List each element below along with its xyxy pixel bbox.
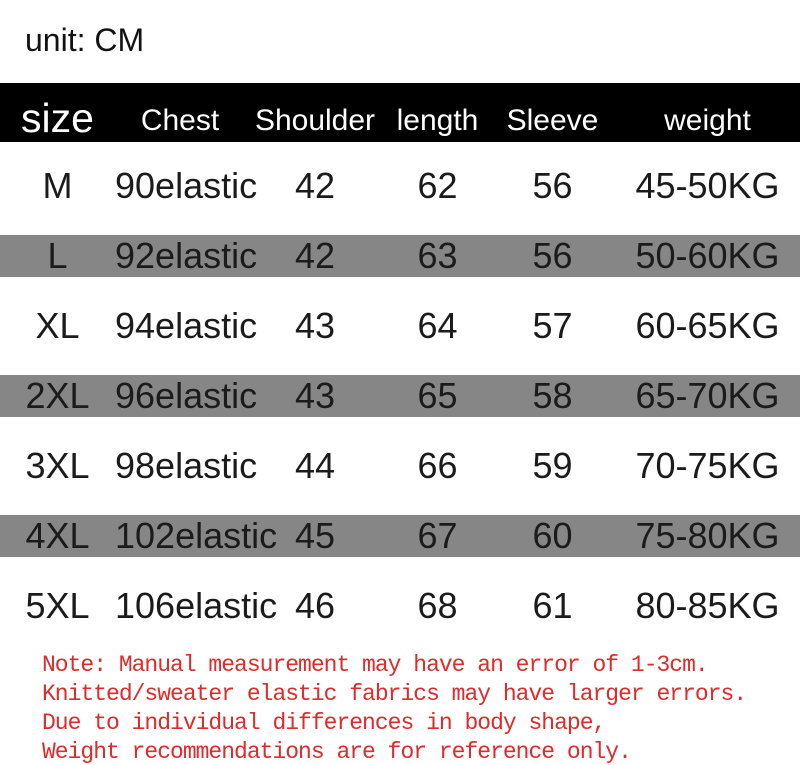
table-header-row bbox=[0, 83, 800, 142]
cell-weight: 70-75KG bbox=[635, 445, 780, 486]
table-row-L bbox=[0, 221, 800, 291]
column-header-length: length bbox=[396, 104, 479, 137]
cell-sleeve: 59 bbox=[532, 445, 573, 486]
cell-length: 67 bbox=[417, 515, 458, 556]
cell-sleeve: 58 bbox=[532, 375, 573, 416]
cell-chest: 98elastic bbox=[115, 445, 258, 486]
cell-chest: 92elastic bbox=[115, 235, 258, 276]
cell-chest: 96elastic bbox=[115, 375, 258, 416]
cell-size: XL bbox=[35, 305, 80, 346]
cell-shoulder: 43 bbox=[294, 305, 336, 346]
note-text bbox=[42, 651, 746, 765]
cell-weight: 60-65KG bbox=[635, 305, 780, 346]
column-header-sleeve: Sleeve bbox=[506, 104, 599, 137]
cell-length: 62 bbox=[417, 165, 458, 206]
cell-sleeve: 60 bbox=[532, 515, 573, 556]
table-row-5XL bbox=[0, 571, 800, 641]
cell-chest: 106elastic bbox=[115, 585, 278, 626]
cell-weight: 50-60KG bbox=[635, 235, 780, 276]
cell-sleeve: 56 bbox=[532, 235, 573, 276]
cell-chest: 102elastic bbox=[115, 515, 278, 556]
note-line: Weight recommendations are for reference only. bbox=[42, 739, 631, 765]
cell-sleeve: 61 bbox=[532, 585, 573, 626]
column-header-shoulder: Shoulder bbox=[254, 104, 376, 137]
unit-label: unit: CM bbox=[25, 22, 145, 58]
column-header-weight: weight bbox=[664, 104, 751, 137]
cell-weight: 75-80KG bbox=[635, 515, 780, 556]
cell-size: 2XL bbox=[25, 375, 90, 416]
cell-size: 5XL bbox=[25, 585, 90, 626]
cell-size: L bbox=[47, 235, 68, 276]
cell-size: 4XL bbox=[25, 515, 90, 556]
cell-sleeve: 56 bbox=[532, 165, 573, 206]
note-line: Knitted/sweater elastic fabrics may have larger errors. bbox=[42, 681, 747, 707]
table-row-M bbox=[0, 151, 800, 221]
cell-size: 3XL bbox=[25, 445, 90, 486]
cell-shoulder: 44 bbox=[294, 445, 336, 486]
cell-length: 66 bbox=[417, 445, 458, 486]
cell-size: M bbox=[42, 165, 73, 206]
cell-shoulder: 42 bbox=[294, 165, 336, 206]
table-row-4XL bbox=[0, 501, 800, 571]
cell-shoulder: 45 bbox=[294, 515, 336, 556]
table-row-3XL bbox=[0, 431, 800, 501]
cell-shoulder: 42 bbox=[294, 235, 336, 276]
table-row-2XL bbox=[0, 361, 800, 431]
column-header-size: size bbox=[21, 95, 94, 142]
column-header-chest: Chest bbox=[140, 104, 220, 137]
note-line: Due to individual differences in body shape, bbox=[42, 710, 606, 736]
cell-length: 65 bbox=[417, 375, 458, 416]
cell-length: 63 bbox=[417, 235, 458, 276]
cell-chest: 90elastic bbox=[115, 165, 258, 206]
cell-shoulder: 43 bbox=[294, 375, 336, 416]
cell-weight: 45-50KG bbox=[635, 165, 780, 206]
cell-sleeve: 57 bbox=[532, 305, 573, 346]
cell-chest: 94elastic bbox=[115, 305, 258, 346]
cell-weight: 80-85KG bbox=[635, 585, 780, 626]
cell-weight: 65-70KG bbox=[635, 375, 780, 416]
cell-shoulder: 46 bbox=[294, 585, 336, 626]
table-row-XL bbox=[0, 291, 800, 361]
table-rows bbox=[0, 151, 800, 641]
cell-length: 68 bbox=[417, 585, 458, 626]
cell-length: 64 bbox=[417, 305, 458, 346]
note-line: Note: Manual measurement may have an error of 1-3cm. bbox=[42, 652, 708, 678]
